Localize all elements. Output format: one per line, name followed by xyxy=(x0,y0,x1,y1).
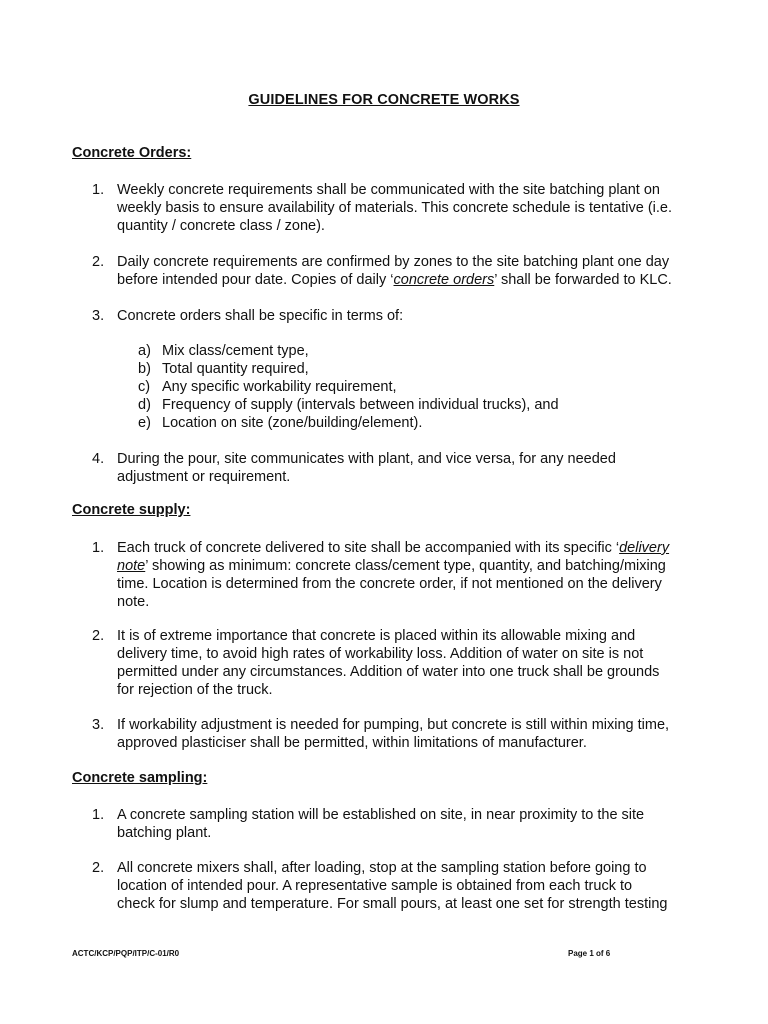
item-number: 1. xyxy=(92,807,105,823)
sub-item-text: Any specific workability requirement, xyxy=(162,379,397,395)
item-text-line: permitted under any circumstances. Addition of water into one truck shall be grounds xyxy=(117,664,660,680)
item-text-line xyxy=(117,557,717,575)
item-text-line: note. xyxy=(117,594,150,610)
item-number: 2. xyxy=(92,254,105,270)
item-number: 1. xyxy=(92,182,105,198)
item-text-line: delivery time, to avoid high rates of workability loss. Addition of water on site is not xyxy=(117,646,644,662)
sub-item-letter: e) xyxy=(138,415,151,431)
item-text-line: adjustment or requirement. xyxy=(117,469,291,485)
item-text-line: location of intended pour. A representative sample is obtained from each truck to xyxy=(117,878,633,894)
document-title: GUIDELINES FOR CONCRETE WORKS xyxy=(248,92,520,108)
delivery-note-emphasis: delivery xyxy=(619,540,670,556)
sub-item-letter: a) xyxy=(138,343,151,359)
item-number: 2. xyxy=(92,860,105,876)
item-text-line: weekly basis to ensure availability of materials. This concrete schedule is tentative (i.e. xyxy=(117,200,673,216)
item-number: 3. xyxy=(92,717,105,733)
item-text-line: for rejection of the truck. xyxy=(117,682,273,698)
sub-item-text: Total quantity required, xyxy=(162,361,309,377)
footer-document-code: ACTC/KCP/PQP/ITP/C-01/R0 xyxy=(72,949,180,958)
concrete-orders-emphasis: concrete orders xyxy=(393,272,495,288)
footer-page-number: Page 1 of 6 xyxy=(568,949,611,958)
item-text-line: check for slump and temperature. For small pours, at least one set for strength testing xyxy=(117,896,668,912)
item-text-line: time. Location is determined from the concrete order, if not mentioned on the delivery xyxy=(117,576,662,592)
section-heading-concrete-orders: Concrete Orders: xyxy=(72,145,192,161)
sub-item-letter: d) xyxy=(138,397,151,413)
item-text-line xyxy=(117,539,717,557)
item-number: 1. xyxy=(92,540,105,556)
item-text-line: All concrete mixers shall, after loading, stop at the sampling station before going to xyxy=(117,860,647,876)
item-text-segment: Each truck of concrete delivered to site shall be accompanied with its specific ‘ xyxy=(117,540,620,556)
sub-item-letter: b) xyxy=(138,361,151,377)
item-text-line: A concrete sampling station will be established on site, in near proximity to the site xyxy=(117,807,645,823)
item-text-line: Concrete orders shall be specific in terms of: xyxy=(117,308,404,324)
item-number: 2. xyxy=(92,628,105,644)
item-text-line: It is of extreme importance that concrete is placed within its allowable mixing and xyxy=(117,628,636,644)
item-text-line: If workability adjustment is needed for pumping, but concrete is still within mixing time, xyxy=(117,717,670,733)
sub-item-text: Location on site (zone/building/element). xyxy=(162,415,423,431)
item-number: 4. xyxy=(92,451,105,467)
sub-item-text: Mix class/cement type, xyxy=(162,343,309,359)
item-text-segment: ’ showing as minimum: concrete class/cement type, quantity, and batching/mixing xyxy=(145,558,666,574)
item-text-line: During the pour, site communicates with plant, and vice versa, for any needed xyxy=(117,451,616,467)
item-text-line: quantity / concrete class / zone). xyxy=(117,218,325,234)
item-text-segment: ’ shall be forwarded to KLC. xyxy=(494,272,672,288)
delivery-note-emphasis: note xyxy=(117,558,146,574)
section-heading-concrete-supply: Concrete supply: xyxy=(72,502,191,518)
item-text-line xyxy=(117,271,717,289)
item-text-line: Daily concrete requirements are confirmed by zones to the site batching plant one day xyxy=(117,254,670,270)
sub-item-letter: c) xyxy=(138,379,151,395)
item-text-line: approved plasticiser shall be permitted, within limitations of manufacturer. xyxy=(117,735,587,751)
sub-item-text: Frequency of supply (intervals between individual trucks), and xyxy=(162,397,559,413)
section-heading-concrete-sampling: Concrete sampling: xyxy=(72,770,208,786)
item-text-segment: before intended pour date. Copies of daily ‘ xyxy=(117,272,394,288)
item-text-line: Weekly concrete requirements shall be communicated with the site batching plant on xyxy=(117,182,660,198)
item-number: 3. xyxy=(92,308,105,324)
item-text-line: batching plant. xyxy=(117,825,212,841)
